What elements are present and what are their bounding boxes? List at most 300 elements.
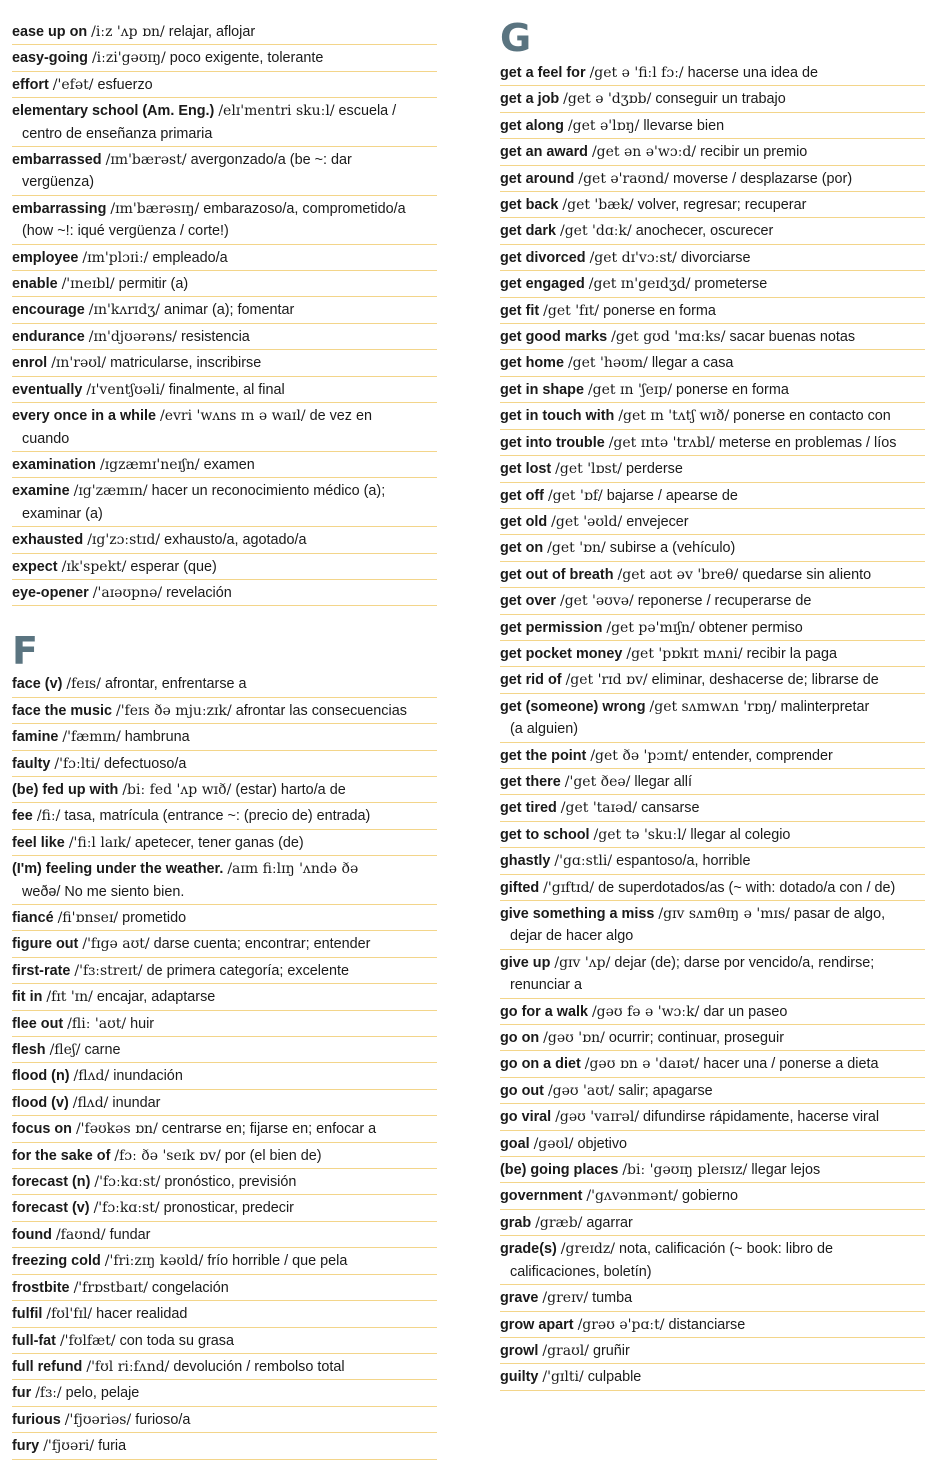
entry-definition: embarazoso/a, comprometido/a	[203, 200, 406, 217]
entry-headword: full refund	[12, 1358, 83, 1375]
entry-pronunciation: /'fɪgə aʊt/	[82, 936, 150, 953]
glossary-entry	[12, 1143, 437, 1169]
entry-headword: ease up on	[12, 24, 88, 40]
glossary-entry	[12, 147, 437, 196]
entry-pronunciation: /fɔː ðə 'seɪk ɒv/	[114, 1147, 221, 1164]
entry-continuation: (a alguien)	[510, 721, 578, 738]
entry-headword: go viral	[500, 1109, 552, 1126]
entry-pronunciation: /'gʌvənmənt/	[586, 1188, 678, 1205]
glossary-entry	[12, 1063, 437, 1089]
entry-definition: huir	[130, 1015, 155, 1032]
entry-headword: expect	[12, 558, 58, 575]
entry-definition: congelación	[151, 1279, 229, 1296]
entry-headword: go out	[500, 1082, 544, 1099]
entry-pronunciation: /'fɔːlti/	[54, 755, 100, 772]
glossary-entry	[500, 271, 925, 297]
glossary-entry	[12, 1328, 437, 1354]
entry-definition: culpable	[587, 1369, 642, 1386]
entry-headword: go on a diet	[500, 1056, 581, 1073]
entry-pronunciation: /faʊnd/	[55, 1226, 106, 1243]
entry-definition: defectuoso/a	[104, 755, 187, 772]
entry-definition: hacer una / ponerse a dieta	[703, 1056, 879, 1073]
entry-definition: dejar (de); darse por vencido/a, rendirse;	[614, 954, 875, 971]
entry-headword: grade(s)	[500, 1241, 557, 1258]
entry-pronunciation: /get ðə 'pɔɪnt/	[590, 747, 689, 764]
entry-pronunciation: /gəʊ 'aʊt/	[547, 1082, 615, 1099]
glossary-entry	[500, 588, 925, 614]
glossary-entry	[12, 452, 437, 478]
entry-headword: get in shape	[500, 381, 584, 398]
glossary-entry	[500, 641, 925, 667]
entry-headword: guilty	[500, 1369, 539, 1386]
entry-headword: elementary school (Am. Eng.)	[12, 103, 215, 120]
entry-pronunciation: /'fjʊəri/	[43, 1438, 95, 1455]
glossary-entry	[500, 1157, 925, 1183]
entry-pronunciation: /greɪv/	[542, 1290, 589, 1307]
entry-definition: llegar al colegio	[690, 826, 791, 843]
glossary-entry	[500, 1236, 925, 1285]
entry-definition: difundirse rápidamente, hacerse viral	[643, 1109, 880, 1126]
entry-headword: embarrassed	[12, 152, 102, 169]
glossary-entry	[12, 1195, 437, 1221]
entry-pronunciation: /'fiːl laɪk/	[68, 834, 131, 851]
right-column	[500, 0, 925, 1391]
entry-headword: forecast (v)	[12, 1200, 90, 1217]
entry-pronunciation: /'gɪlti/	[542, 1369, 584, 1386]
entry-pronunciation: /flʌd/	[73, 1068, 110, 1085]
glossary-entry	[12, 245, 437, 271]
entry-pronunciation: /iːz 'ʌp ɒn/	[91, 24, 165, 40]
entry-definition: eliminar, deshacerse de; librarse de	[651, 672, 879, 689]
entry-continuation: calificaciones, boletín)	[510, 1263, 652, 1280]
entry-pronunciation: /get 'ɒn/	[547, 540, 606, 557]
entry-headword: get divorced	[500, 249, 586, 266]
glossary-entry	[12, 45, 437, 71]
entry-definition: avergonzado/a (be ~: dar	[190, 152, 352, 169]
entry-headword: get an award	[500, 144, 588, 161]
entry-definition: inundación	[113, 1068, 183, 1085]
entry-pronunciation: /'gɪftɪd/	[543, 879, 595, 896]
entry-pronunciation: /iːzi'gəʊɪŋ/	[91, 50, 166, 67]
entry-definition: obtener permiso	[698, 619, 803, 636]
entry-definition: revelación	[166, 584, 232, 601]
entry-definition: empleado/a	[152, 249, 228, 266]
glossary-entry	[500, 86, 925, 112]
entry-pronunciation: /ɪk'spekt/	[61, 558, 127, 575]
entry-definition: cansarse	[641, 800, 700, 817]
glossary-entry	[12, 580, 437, 606]
entry-headword: furious	[12, 1411, 61, 1428]
glossary-entry	[12, 478, 437, 527]
entry-pronunciation: /get 'əʊld/	[551, 513, 623, 530]
entry-pronunciation: /get 'rɪd ɒv/	[565, 672, 648, 689]
entry-pronunciation: /ɪn'kʌrɪdʒ/	[88, 302, 160, 319]
entry-continuation: examinar (a)	[22, 505, 103, 522]
entry-definition: escuela /	[338, 103, 397, 120]
entry-headword: get around	[500, 170, 575, 187]
entry-headword: faulty	[12, 755, 51, 772]
entry-headword: eventually	[12, 381, 83, 398]
entry-definition: espantoso/a, horrible	[616, 853, 751, 870]
entry-definition: apetecer, tener ganas (de)	[134, 834, 304, 851]
entry-pronunciation: /ɪn'rəʊl/	[51, 355, 107, 372]
entry-pronunciation: /'frɒstbaɪt/	[73, 1279, 148, 1296]
entry-pronunciation: /get 'həʊm/	[567, 355, 648, 372]
glossary-entry	[500, 350, 925, 376]
entry-pronunciation: /fliː 'aʊt/	[67, 1015, 127, 1032]
entry-pronunciation: /gəʊ 'ɒn/	[543, 1030, 605, 1047]
entry-pronunciation: /get ə 'dʒɒb/	[563, 91, 652, 108]
glossary-entry	[500, 1051, 925, 1077]
entry-definition: frío horrible / que pela	[207, 1253, 348, 1270]
entry-headword: gifted	[500, 879, 540, 896]
entry-pronunciation: /ɪm'plɔɪiː/	[82, 249, 149, 266]
glossary-entry	[500, 1131, 925, 1157]
entry-definition: recibir la paga	[746, 645, 838, 662]
entry-definition: pelo, pelaje	[65, 1385, 140, 1402]
entry-headword: get good marks	[500, 329, 608, 346]
entry-pronunciation: /'get ðeə/	[564, 773, 631, 790]
glossary-entry	[12, 1222, 437, 1248]
entry-headword: flee out	[12, 1015, 64, 1032]
entry-headword: full-fat	[12, 1332, 56, 1349]
glossary-entry	[12, 1301, 437, 1327]
entry-headword: eye-opener	[12, 584, 89, 601]
entry-definition: nota, calificación (~ book: libro de	[618, 1241, 833, 1258]
entry-headword: get pocket money	[500, 645, 623, 662]
entry-pronunciation: /get 'lɒst/	[555, 461, 623, 478]
entry-definition: dar un paseo	[703, 1003, 788, 1020]
entry-headword: get permission	[500, 619, 603, 636]
glossary-entry	[500, 848, 925, 874]
glossary-entry	[500, 60, 925, 86]
glossary-entry	[500, 218, 925, 244]
entry-headword: get to school	[500, 826, 590, 843]
entry-definition: distanciarse	[668, 1316, 746, 1333]
entry-definition: centrarse en; fijarse en; enfocar a	[161, 1121, 377, 1138]
glossary-entry	[12, 271, 437, 297]
glossary-entry	[12, 554, 437, 580]
entry-headword: get on	[500, 540, 544, 557]
glossary-entry	[500, 1025, 925, 1051]
glossary-entry	[12, 403, 437, 452]
entry-definition: tumba	[592, 1290, 633, 1307]
entry-definition: recibir un premio	[700, 144, 808, 161]
glossary-entry	[12, 698, 437, 724]
entry-definition: furioso/a	[135, 1411, 191, 1428]
entry-definition: fundar	[109, 1226, 151, 1243]
entry-definition: anochecer, oscurecer	[635, 223, 774, 240]
entry-pronunciation: /graʊl/	[542, 1342, 589, 1359]
entry-pronunciation: /get ɪn 'tʌtʃ wɪð/	[618, 408, 730, 425]
entry-pronunciation: /ɪm'bærəst/	[105, 152, 187, 169]
entry-definition: resistencia	[181, 328, 250, 345]
entry-headword: get off	[500, 487, 544, 504]
entry-pronunciation: /'fəʊkəs ɒn/	[75, 1121, 158, 1138]
entry-headword: go on	[500, 1030, 540, 1047]
entry-definition: malinterpretar	[780, 698, 870, 715]
entry-headword: growl	[500, 1342, 539, 1359]
entry-pronunciation: /fiː/	[36, 808, 61, 825]
entry-headword: get a job	[500, 91, 560, 108]
entry-definition: moverse / desplazarse (por)	[672, 170, 853, 187]
entries-e	[12, 0, 437, 606]
entry-headword: face (v)	[12, 676, 63, 693]
entry-headword: get back	[500, 197, 559, 214]
entry-definition: afrontar las consecuencias	[235, 702, 407, 719]
glossary-entry	[12, 830, 437, 856]
entry-definition: envejecer	[626, 513, 689, 530]
glossary-entry	[500, 1104, 925, 1130]
entry-headword: give up	[500, 954, 551, 971]
entry-definition: carne	[84, 1042, 121, 1059]
glossary-entry	[500, 1312, 925, 1338]
glossary-entry	[12, 751, 437, 777]
entry-headword: grab	[500, 1214, 532, 1231]
entry-pronunciation: /get aʊt əv 'breθ/	[617, 566, 739, 583]
entry-definition: prometerse	[694, 276, 768, 293]
glossary-entry	[12, 196, 437, 245]
entry-pronunciation: /græb/	[535, 1214, 583, 1231]
glossary-entry	[12, 1248, 437, 1274]
glossary-entry	[500, 822, 925, 848]
entry-pronunciation: /get pə'mɪʃn/	[606, 619, 695, 636]
entry-definition: exhausto/a, agotado/a	[164, 532, 307, 549]
glossary-entry	[12, 527, 437, 553]
entry-definition: prometido	[122, 910, 187, 926]
entry-definition: divorciarse	[680, 249, 751, 266]
entry-pronunciation: /get ə'raʊnd/	[578, 170, 669, 187]
entry-headword: exhausted	[12, 532, 84, 549]
glossary-entry	[500, 615, 925, 641]
entry-pronunciation: /get 'fɪt/	[543, 302, 600, 319]
entry-pronunciation: /get 'pɒkɪt mʌni/	[626, 645, 743, 662]
entry-definition: por (el bien de)	[224, 1147, 322, 1164]
entry-definition: subirse a (vehículo)	[609, 540, 736, 557]
glossary-entry	[12, 724, 437, 750]
glossary-entry	[12, 1011, 437, 1037]
glossary-entry	[500, 1338, 925, 1364]
entry-continuation: (how ~!: iqué vergüenza / corte!)	[22, 223, 229, 240]
entry-pronunciation: /biː fed 'ʌp wɪð/	[122, 781, 232, 798]
entry-definition: de primera categoría; excelente	[146, 962, 349, 979]
glossary-entry	[500, 1210, 925, 1236]
glossary-entry	[500, 509, 925, 535]
glossary-entry	[500, 1285, 925, 1311]
entry-pronunciation: /get 'bæk/	[562, 197, 634, 214]
entry-definition: bajarse / apearse de	[606, 487, 738, 504]
entry-headword: government	[500, 1188, 583, 1205]
entry-pronunciation: /'fɔːkɑːst/	[94, 1174, 161, 1191]
entry-headword: for the sake of	[12, 1147, 111, 1164]
entry-headword: get rid of	[500, 672, 562, 689]
glossary-entry	[12, 1275, 437, 1301]
entry-pronunciation: /ɪgzæmɪ'neɪʃn/	[99, 456, 200, 473]
entry-continuation: cuando	[22, 430, 70, 447]
entry-headword: goal	[500, 1135, 530, 1152]
entry-pronunciation: /flʌd/	[72, 1094, 109, 1111]
entry-pronunciation: /'fæmɪn/	[62, 729, 121, 746]
entry-definition: llegar lejos	[751, 1162, 821, 1179]
glossary-entry	[500, 245, 925, 271]
entry-pronunciation: /gɪv sʌmθɪŋ ə 'mɪs/	[658, 906, 790, 922]
letter-heading-f: F	[12, 629, 38, 674]
entry-definition: esfuerzo	[97, 76, 153, 93]
glossary-entry	[500, 769, 925, 795]
glossary-entry	[12, 671, 437, 697]
glossary-entry	[12, 350, 437, 376]
entry-definition: examen	[203, 456, 255, 473]
glossary-entry	[500, 1364, 925, 1390]
glossary-entry	[500, 403, 925, 429]
entry-headword: fury	[12, 1438, 40, 1455]
entry-definition: objetivo	[577, 1135, 628, 1152]
entry-pronunciation: /'fʊlfæt/	[59, 1332, 116, 1349]
entry-headword: examine	[12, 483, 70, 500]
entry-definition: entender, comprender	[692, 747, 833, 764]
entry-definition: hacerse una idea de	[687, 65, 819, 81]
entry-definition: reponerse / recuperarse de	[637, 593, 812, 610]
entry-continuation: renunciar a	[510, 977, 582, 994]
entry-pronunciation: /grəʊ ə'pɑːt/	[577, 1316, 665, 1333]
glossary-entry	[500, 901, 925, 950]
glossary-entry	[500, 950, 925, 999]
glossary-entry	[500, 1183, 925, 1209]
entry-headword: get (someone) wrong	[500, 698, 646, 715]
entry-pronunciation: /fʊl'fɪl/	[46, 1306, 93, 1323]
entry-pronunciation: /'fɜːstreɪt/	[74, 962, 143, 979]
entry-headword: encourage	[12, 302, 85, 319]
entry-definition: ponerse en forma	[603, 302, 716, 319]
entry-pronunciation: /aɪm fiːlɪŋ 'ʌndə ðə	[227, 861, 359, 878]
entry-headword: get over	[500, 593, 556, 610]
entry-pronunciation: /get 'taɪəd/	[560, 800, 638, 817]
entry-definition: ocurrir; continuar, proseguir	[608, 1030, 784, 1047]
glossary-entry	[500, 743, 925, 769]
entry-headword: flood (n)	[12, 1068, 70, 1085]
entry-pronunciation: /get 'dɑːk/	[559, 223, 632, 240]
entry-pronunciation: /ɪg'zæmɪn/	[73, 483, 148, 500]
glossary-entry	[500, 377, 925, 403]
glossary-entry	[12, 984, 437, 1010]
entry-headword: get along	[500, 117, 564, 134]
entry-definition: pronosticar, predecir	[163, 1200, 294, 1217]
entries-f	[12, 671, 437, 1459]
letter-heading-g: G	[500, 16, 532, 60]
entry-headword: get out of breath	[500, 566, 614, 583]
entry-headword: found	[12, 1226, 52, 1243]
entry-definition: de vez en	[309, 408, 372, 425]
entry-definition: pasar de algo,	[793, 906, 886, 922]
entry-headword: employee	[12, 249, 79, 266]
entry-definition: conseguir un trabajo	[655, 91, 786, 108]
entry-headword: get tired	[500, 800, 557, 817]
entry-definition: llegar allí	[634, 773, 692, 790]
glossary-entry	[500, 456, 925, 482]
entry-headword: freezing cold	[12, 1253, 101, 1270]
entry-headword: ghastly	[500, 853, 551, 870]
glossary-entry	[500, 139, 925, 165]
entry-definition: salir; apagarse	[618, 1082, 713, 1099]
entry-headword: embarrassing	[12, 200, 107, 217]
glossary-entry	[12, 856, 437, 905]
entry-headword: first-rate	[12, 962, 71, 979]
entry-pronunciation: /'aɪəʊpnə/	[92, 584, 163, 601]
entry-definition: gobierno	[681, 1188, 738, 1205]
glossary-entry	[12, 905, 437, 931]
glossary-entry	[12, 1380, 437, 1406]
glossary-entry	[12, 1090, 437, 1116]
entry-headword: enrol	[12, 355, 48, 372]
glossary-entry	[500, 192, 925, 218]
entry-pronunciation: /gəʊl/	[533, 1135, 574, 1152]
glossary-entry	[12, 19, 437, 45]
entry-definition: volver, regresar; recuperar	[637, 197, 807, 214]
glossary-entry	[12, 1169, 437, 1195]
entry-headword: get in touch with	[500, 408, 615, 425]
glossary-entry	[12, 1116, 437, 1142]
glossary-entry	[500, 113, 925, 139]
glossary-entry	[12, 324, 437, 350]
entry-definition: permitir (a)	[118, 276, 189, 293]
entry-pronunciation: /get ən ə'wɔːd/	[591, 144, 697, 161]
entry-headword: get the point	[500, 747, 587, 764]
entry-pronunciation: /get dɪ'vɔːst/	[589, 249, 677, 266]
entry-pronunciation: /get ə 'fiːl fɔː/	[589, 65, 684, 81]
glossary-entry	[12, 1354, 437, 1380]
entry-headword: enable	[12, 276, 58, 293]
entry-headword: get lost	[500, 461, 552, 478]
entry-pronunciation: /get sʌmwʌn 'rɒŋ/	[649, 698, 777, 715]
entry-pronunciation: /get ə'lɒŋ/	[567, 117, 640, 134]
entry-pronunciation: /greɪdz/	[560, 1241, 615, 1258]
entry-headword: get a feel for	[500, 65, 586, 81]
entry-pronunciation: /gəʊ fə ə 'wɔːk/	[591, 1003, 700, 1020]
entry-headword: get home	[500, 355, 564, 372]
entry-pronunciation: /get tə 'skuːl/	[593, 826, 687, 843]
entry-headword: (be) going places	[500, 1162, 619, 1179]
entry-definition: animar (a); fomentar	[163, 302, 295, 319]
entry-definition: matricularse, inscribirse	[110, 355, 262, 372]
entry-definition: afrontar, enfrentarse a	[104, 676, 247, 693]
entry-definition: relajar, aflojar	[168, 24, 256, 40]
glossary-entry	[12, 931, 437, 957]
entry-pronunciation: /get ɪn'geɪdʒd/	[588, 276, 691, 293]
entry-headword: fulfil	[12, 1306, 43, 1323]
entry-headword: get there	[500, 773, 561, 790]
entry-headword: get into trouble	[500, 434, 605, 451]
glossary-entry	[500, 430, 925, 456]
entry-definition: furia	[98, 1438, 127, 1455]
entry-pronunciation: /fɜː/	[35, 1385, 62, 1402]
entry-headword: every once in a while	[12, 408, 156, 425]
glossary-entry	[12, 1407, 437, 1433]
entry-definition: de superdotados/as (~ with: dotado/a con / de)	[598, 879, 896, 896]
entry-headword: give something a miss	[500, 906, 655, 922]
glossary-entry	[500, 999, 925, 1025]
entry-pronunciation: /fɪt 'ɪn/	[46, 989, 93, 1006]
entry-definition: ponerse en contacto con	[733, 408, 891, 425]
entry-pronunciation: /ɪn'djʊərəns/	[88, 328, 178, 345]
entry-definition: esperar (que)	[130, 558, 217, 575]
glossary-entry	[12, 72, 437, 98]
entry-headword: go for a walk	[500, 1003, 588, 1020]
glossary-entry	[500, 562, 925, 588]
entry-headword: fiancé	[12, 910, 54, 926]
entry-pronunciation: /get 'əʊvə/	[559, 593, 634, 610]
entry-definition: (estar) harto/a de	[235, 781, 346, 798]
entry-pronunciation: /'gɑːstli/	[554, 853, 613, 870]
